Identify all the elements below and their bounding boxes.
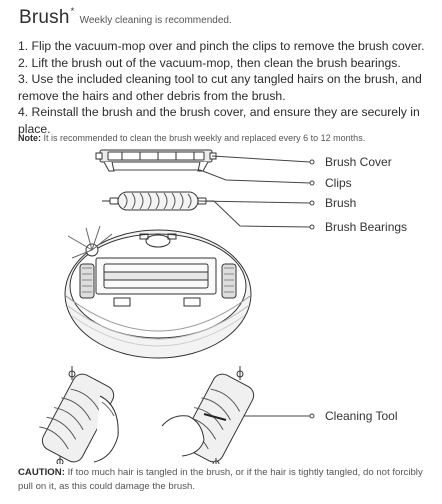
section-title: Brush <box>19 7 70 28</box>
caution-text: If too much hair is tangled in the brush, or if the hair is tightly tangled, do not forcibly pull on it, as this could damage the brush. <box>18 467 423 492</box>
step-2: 2. Lift the brush out of the vacuum-mop, then clean the brush bearings. <box>18 55 401 70</box>
step-3: 3. Use the included cleaning tool to cut any tangled hairs on the brush, and remove the hairs and other debris from the brush. <box>18 72 422 103</box>
callout-brush: Brush <box>325 196 357 210</box>
brush-cover-drawing <box>96 150 216 162</box>
section-header <box>19 6 232 29</box>
cleaning-illustration-right <box>162 366 257 464</box>
callout-clips: Clips <box>325 176 352 190</box>
caution <box>18 466 428 494</box>
brush-roll-drawing <box>102 192 214 210</box>
step-4: 4. Reinstall the brush and the brush cover, and ensure they are securely in place. <box>18 105 420 136</box>
step-1: 1. Flip the vacuum-mop over and pinch the clips to remove the brush cover. <box>18 39 425 53</box>
callout-cleaning-tool: Cleaning Tool <box>325 409 398 423</box>
brush-illustration <box>0 146 442 464</box>
instruction-steps <box>18 38 428 138</box>
callout-brush-bearings: Brush Bearings <box>325 220 408 234</box>
callout-brush-cover: Brush Cover <box>325 155 392 169</box>
robot-body-drawing <box>65 226 251 358</box>
note-label: Note: <box>18 133 41 143</box>
title-mark: * <box>70 6 75 16</box>
section-subtitle: Weekly cleaning is recommended. <box>79 15 232 26</box>
cleaning-illustration-left <box>36 366 118 464</box>
caution-label: CAUTION: <box>18 467 65 478</box>
note <box>18 133 365 143</box>
note-text: It is recommended to clean the brush weekly and replaced every 6 to 12 months. <box>43 133 366 143</box>
brush-diagram <box>0 146 442 464</box>
